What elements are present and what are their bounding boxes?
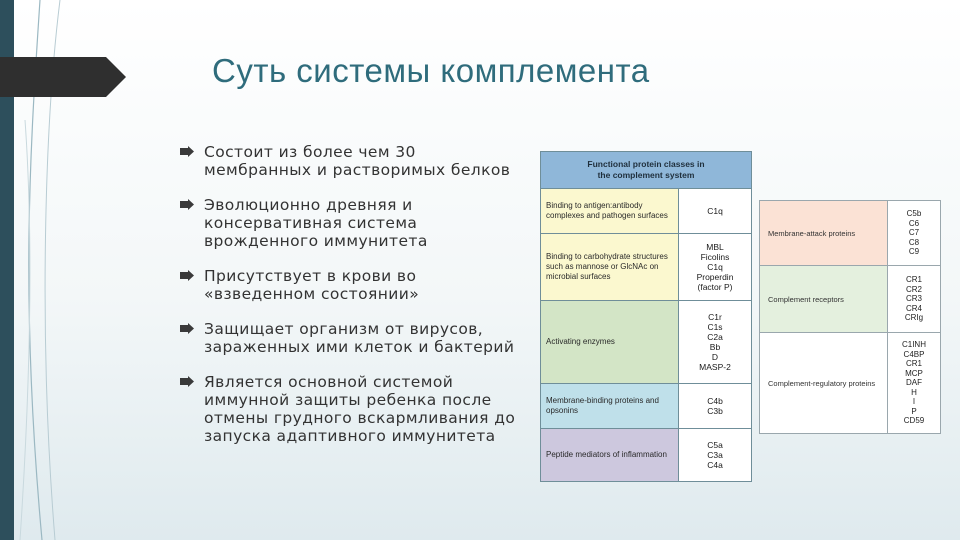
protein-label: C4b — [707, 396, 723, 406]
slide-title: Суть системы комплемента — [212, 52, 650, 89]
table-row — [541, 384, 751, 429]
table-header-line2: the complement system — [597, 170, 695, 180]
protein-label: CR4 — [905, 303, 922, 313]
functional-classes-table — [540, 151, 752, 482]
protein-label: CRIg — [904, 313, 924, 323]
protein-label: Ficolins — [700, 252, 730, 262]
protein-label: I — [912, 397, 916, 407]
title-arrow-tab — [0, 57, 126, 97]
bullet-item — [180, 267, 520, 303]
table-row — [760, 201, 940, 266]
table-row-proteins — [679, 189, 751, 233]
table-row-description: Complement-regulatory proteins — [760, 333, 888, 433]
protein-label: CR3 — [905, 294, 922, 304]
protein-label: C3b — [707, 406, 723, 416]
protein-label: C1q — [707, 206, 723, 216]
table-row-proteins — [679, 429, 751, 481]
bullet-list — [180, 143, 520, 462]
protein-label: Properdin — [696, 272, 734, 282]
table-header-line1: Functional protein classes in — [587, 159, 705, 169]
bullet-text: Состоит из более чем 30 мембранных и растворимых белков — [204, 143, 511, 179]
bullet-arrow-icon — [180, 376, 194, 387]
protein-label: C1r — [708, 312, 722, 322]
protein-label: C1q — [707, 262, 723, 272]
table-row-proteins — [679, 384, 751, 428]
bullet-item — [180, 196, 520, 250]
table-row-proteins — [679, 301, 751, 383]
bullet-text: Эволюционно древняя и консервативная система врожденного иммунитета — [204, 196, 428, 250]
bullet-item — [180, 373, 520, 445]
protein-label: DAF — [906, 378, 922, 388]
table-row-description: Complement receptors — [760, 266, 888, 332]
bullet-text: Присутствует в крови во «взведенном состоянии» — [204, 267, 420, 303]
table-row-description: Membrane-binding proteins and opsonins — [541, 384, 679, 428]
protein-label: C8 — [908, 237, 920, 247]
table-row-description: Binding to antigen:antibody complexes and pathogen surfaces — [541, 189, 679, 233]
table-row-description: Peptide mediators of inflammation — [541, 429, 679, 481]
table-row-proteins — [888, 333, 940, 433]
table-row — [541, 234, 751, 301]
protein-label: C1INH — [901, 340, 926, 350]
protein-label: CR2 — [905, 284, 922, 294]
bullet-arrow-icon — [180, 199, 194, 210]
protein-label: C5b — [906, 209, 922, 219]
table-row-proteins — [888, 266, 940, 332]
table-row-description: Activating enzymes — [541, 301, 679, 383]
table-header — [541, 152, 751, 189]
bullet-arrow-icon — [180, 323, 194, 334]
protein-label: MCP — [905, 368, 923, 378]
table-row — [541, 189, 751, 234]
protein-label: Bb — [709, 342, 721, 352]
protein-label: C4BP — [903, 349, 925, 359]
bullet-text: Защищает организм от вирусов, зараженных ими клеток и бактерий — [204, 320, 515, 356]
table-row-description: Binding to carbohydrate structures such as mannose or GlcNAc on microbial surfaces — [541, 234, 679, 300]
protein-label: D — [711, 352, 719, 362]
protein-label: C4a — [707, 460, 723, 470]
protein-label: MBL — [706, 242, 724, 252]
table-row — [760, 266, 940, 333]
bullet-text: Является основной системой иммунной защиты ребенка после отмены грудного вскармливания до запуска адаптивного иммунитета — [204, 373, 516, 445]
table-row — [760, 333, 940, 433]
protein-label: CR1 — [905, 359, 922, 369]
protein-label: C6 — [908, 218, 920, 228]
bullet-arrow-icon — [180, 146, 194, 157]
table-row — [541, 301, 751, 384]
table-row-description: Membrane-attack proteins — [760, 201, 888, 265]
bullet-item — [180, 143, 520, 179]
table-row — [541, 429, 751, 481]
protein-label: H — [911, 387, 917, 397]
protein-label: C5a — [707, 440, 723, 450]
protein-label: (factor P) — [697, 282, 733, 292]
bullet-arrow-icon — [180, 270, 194, 281]
protein-label: C1s — [707, 322, 723, 332]
protein-label: MASP-2 — [699, 362, 731, 372]
table-row-proteins — [679, 234, 751, 300]
protein-label: C3a — [707, 450, 723, 460]
complement-classes-table-2 — [759, 200, 941, 434]
protein-label: C9 — [908, 247, 920, 257]
table-row-proteins — [888, 201, 940, 265]
protein-label: P — [911, 406, 917, 416]
protein-label: C7 — [908, 228, 920, 238]
protein-label: CD59 — [903, 416, 925, 426]
protein-label: CR1 — [905, 275, 922, 285]
bullet-item — [180, 320, 520, 356]
protein-label: C2a — [707, 332, 723, 342]
